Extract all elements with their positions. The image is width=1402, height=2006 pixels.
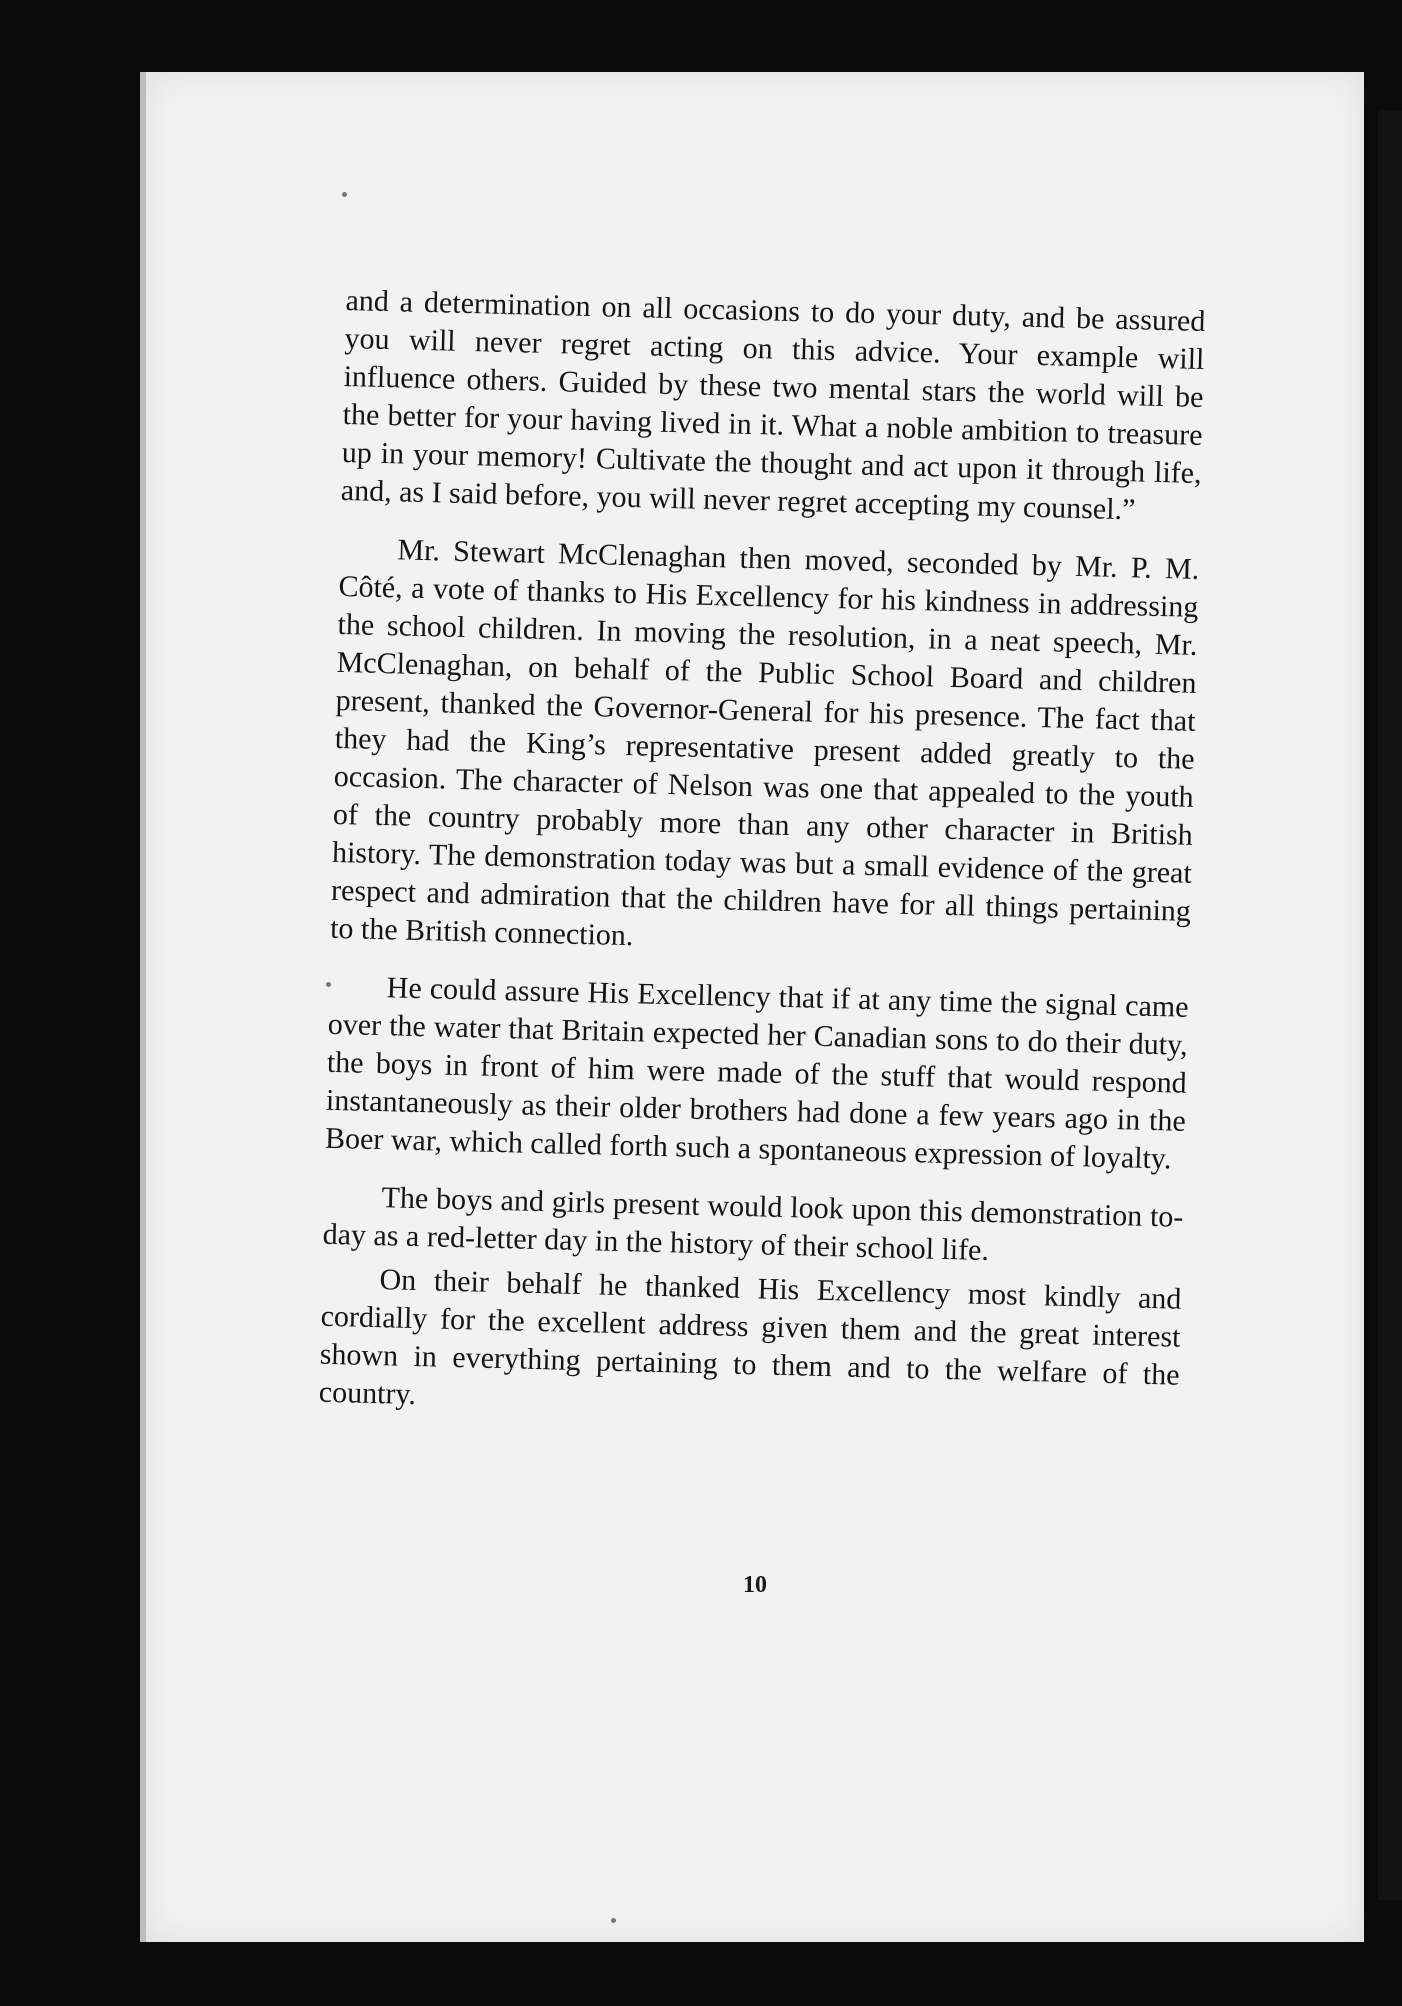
paragraph-3: He could assure His Excellency that if at any time the signal came over the water that Britain expected her Canadian sons to do their duty, the boys in front of him were made of the stuff that would respond instantaneously as their older brothers had done a few years ago in the Boer war, which called forth such a spontaneous expression of loyalty. xyxy=(324,971,1189,1176)
body-text xyxy=(318,282,1206,1453)
document-page xyxy=(140,72,1364,1942)
adjacent-page-edge xyxy=(1378,110,1402,1900)
dust-speck xyxy=(326,982,331,987)
paragraph-1: and a determination on all occasions to do your duty, and be assured you will never regret acting on this advice. Your example will influence others. Guided by these two mental stars the world will be the better for your having lived in it. What a noble ambition to treasure up in your memory! Cultivate the thought and act upon it through life, and, as I said before, you will never regret accepting my counsel.” xyxy=(340,283,1206,527)
dust-speck xyxy=(611,1918,616,1923)
page-number: 10 xyxy=(743,1572,767,1598)
paragraph-5: On their behalf he thanked His Excellency most kindly and cordially for the excellent address given them and the great interest shown in everything pertaining to them and to the welfare of the country. xyxy=(318,1263,1182,1412)
dust-speck xyxy=(342,192,347,197)
paragraph-4: The boys and girls present would look upon this demonstration to-day as a red-letter day in the history of their school life. xyxy=(322,1181,1184,1267)
paragraph-2: Mr. Stewart McClenaghan then moved, seconded by Mr. P. M. Côté, a vote of thanks to His Excellency for his kindness in addressing the school children. In moving the resolution, in a neat speech, Mr. McClenaghan, on behalf of the Public School Board and children present, thanked the Governor-General for his presence. The fact that they had the King’s representative present added greatly to the occasion. The character of Nelson was one that appealed to the youth of the country probably more than any other character in British history. The demonstration today was but a small evidence of the great respect and admiration that the children have for all things pertaining to the British connection. xyxy=(329,533,1200,953)
